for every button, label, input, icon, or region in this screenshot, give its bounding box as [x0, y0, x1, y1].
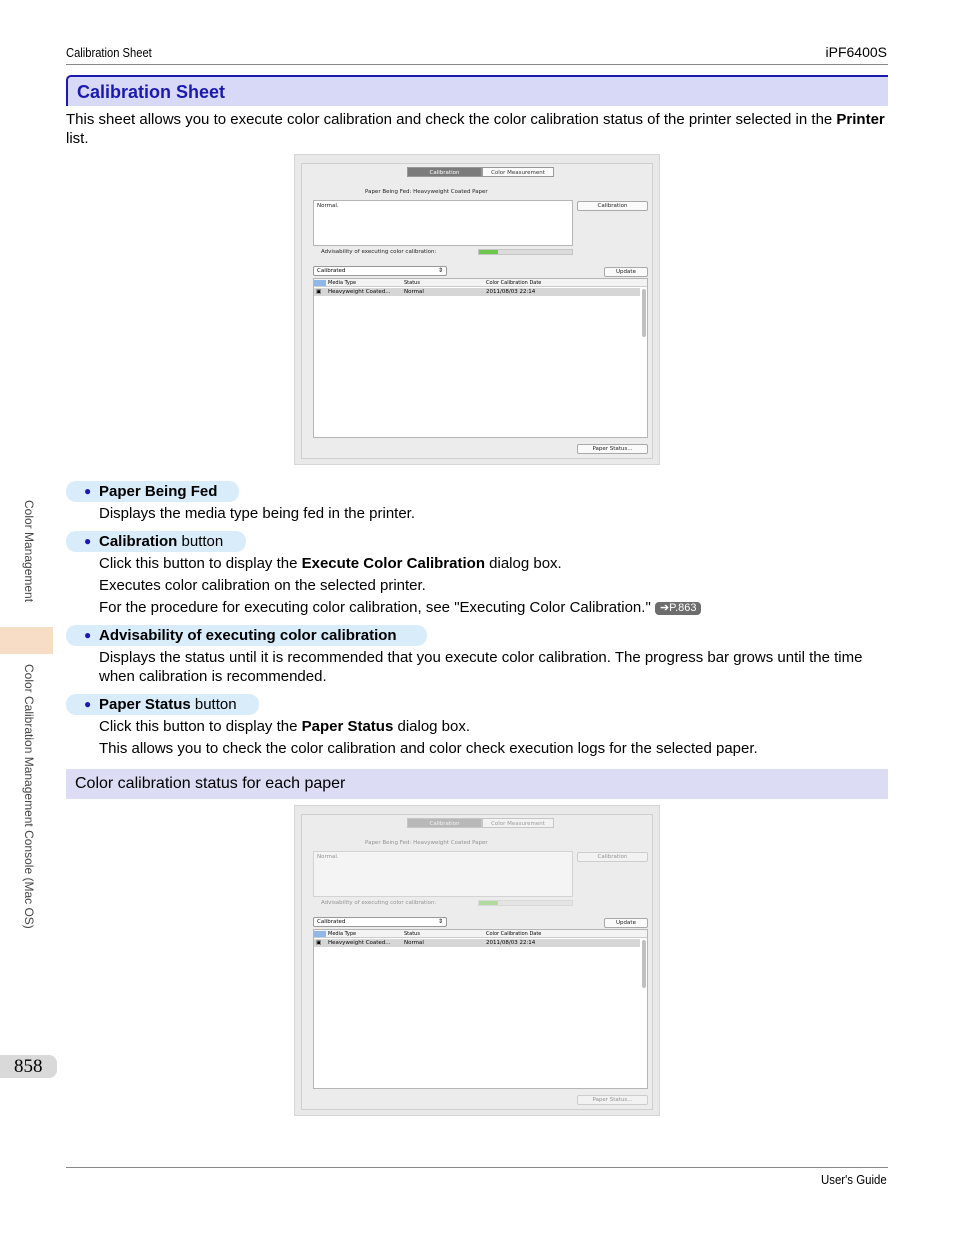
- text-run: For the procedure for executing color calibration, see "Executing Color Calibration.": [99, 599, 651, 616]
- col-status[interactable]: Status: [404, 931, 420, 937]
- calibration-sheet-screenshot: [294, 154, 660, 465]
- row-date: 2011/08/03 22:14: [486, 940, 536, 946]
- text-run: dialog box.: [484, 555, 562, 572]
- item-title: Advisability of executing color calibration: [99, 627, 397, 644]
- page-number: 858: [0, 1055, 57, 1078]
- list-scrollbar[interactable]: [642, 289, 646, 337]
- status-text-area: [313, 851, 573, 897]
- screenshot-inner: [301, 814, 653, 1110]
- page-reference-link[interactable]: ➔P.863: [655, 602, 702, 615]
- bullet-icon: ●: [84, 697, 92, 711]
- item-desc: [99, 554, 879, 573]
- col-status[interactable]: Status: [404, 280, 420, 286]
- text-run: Click this button to display the: [99, 718, 302, 735]
- printer-icon: ▣: [316, 940, 322, 946]
- item-desc: Displays the status until it is recommended that you execute color calibration. The progress bar grows until the time when calibration is recommended.: [99, 649, 863, 685]
- tab-color-measurement[interactable]: Color Measurement: [482, 818, 554, 828]
- item-title: Paper Being Fed: [99, 483, 218, 500]
- col-media-type[interactable]: Media Type: [328, 280, 357, 286]
- sidebar-section: Color Calibration Management Console (Mac OS): [22, 664, 36, 929]
- status-text: Normal.: [317, 203, 339, 209]
- filter-select[interactable]: [313, 266, 447, 276]
- paper-list: [313, 929, 648, 1089]
- item-desc: Displays the media type being fed in the printer.: [99, 505, 416, 522]
- filter-select-value: Calibrated: [317, 919, 346, 925]
- subsection-title: Color calibration status for each paper: [66, 769, 888, 799]
- advisability-progress-bar: [478, 249, 573, 255]
- item-paper-status-button: [66, 694, 259, 715]
- item-desc: Executes color calibration on the selected printer.: [99, 577, 426, 594]
- running-header-left: Calibration Sheet: [66, 45, 152, 60]
- row-status: Normal: [404, 289, 424, 295]
- list-scrollbar[interactable]: [642, 940, 646, 988]
- intro-bold: Printer: [836, 111, 885, 128]
- update-button[interactable]: Update: [604, 267, 648, 277]
- item-title-rest: button: [190, 696, 237, 713]
- paper-being-fed-label: Paper Being Fed: Heavyweight Coated Paper: [365, 189, 488, 195]
- bullet-icon: ●: [84, 484, 92, 498]
- intro-paragraph: [66, 110, 886, 148]
- running-header-right: iPF6400S: [825, 44, 887, 60]
- item-title: Calibration: [99, 533, 178, 550]
- section-title: Calibration Sheet: [77, 82, 226, 102]
- item-advisability: [66, 625, 427, 646]
- item-desc: This allows you to check the color calibration and color check execution logs for the selected paper.: [99, 740, 758, 757]
- paper-status-button[interactable]: Paper Status...: [577, 1095, 648, 1105]
- table-row[interactable]: [314, 939, 640, 947]
- advisability-progress-bar: [478, 900, 573, 906]
- footer-rule: [66, 1167, 888, 1168]
- item-title: Paper Status: [99, 696, 191, 713]
- row-status: Normal: [404, 940, 424, 946]
- intro-text: This sheet allows you to execute color calibration and check the color calibration status of the printer selected in the: [66, 111, 837, 128]
- item-calibration-button: [66, 531, 246, 552]
- row-media: Heavyweight Coated...: [328, 940, 391, 946]
- tab-calibration[interactable]: Calibration: [407, 167, 482, 177]
- update-button[interactable]: Update: [604, 918, 648, 928]
- filter-select-value: Calibrated: [317, 268, 346, 274]
- footer-text: User's Guide: [821, 1172, 887, 1187]
- header-rule: [66, 64, 888, 65]
- row-media: Heavyweight Coated...: [328, 289, 391, 295]
- table-row[interactable]: [314, 288, 640, 296]
- calibration-status-screenshot: [294, 805, 660, 1116]
- section-title-bar: [66, 75, 888, 106]
- text-run: Click this button to display the: [99, 555, 302, 572]
- screenshot-inner: [301, 163, 653, 459]
- tab-calibration[interactable]: Calibration: [407, 818, 482, 828]
- list-header: [314, 930, 647, 938]
- select-arrows-icon: ⇕: [437, 918, 443, 925]
- advisability-label: Advisability of executing color calibration:: [321, 900, 437, 906]
- text-run: dialog box.: [393, 718, 471, 735]
- advisability-label: Advisability of executing color calibration:: [321, 249, 437, 255]
- item-title-rest: button: [177, 533, 224, 550]
- text-bold: Paper Status: [301, 718, 394, 735]
- header-icon: [314, 931, 326, 937]
- col-calibration-date[interactable]: Color Calibration Date: [486, 280, 542, 286]
- col-media-type[interactable]: Media Type: [328, 931, 357, 937]
- bullet-icon: ●: [84, 534, 92, 548]
- sidebar-chapter: Color Management: [22, 500, 36, 603]
- intro-tail: list.: [66, 130, 89, 147]
- select-arrows-icon: ⇕: [437, 267, 443, 274]
- paper-status-button[interactable]: Paper Status...: [577, 444, 648, 454]
- sidebar-tab-marker: [0, 627, 53, 654]
- item-desc: [99, 717, 879, 736]
- printer-icon: ▣: [316, 289, 322, 295]
- calibration-button[interactable]: Calibration: [577, 201, 648, 211]
- item-paper-being-fed: [66, 481, 239, 502]
- col-calibration-date[interactable]: Color Calibration Date: [486, 931, 542, 937]
- tab-color-measurement[interactable]: Color Measurement: [482, 167, 554, 177]
- list-header: [314, 279, 647, 287]
- calibration-button[interactable]: Calibration: [577, 852, 648, 862]
- bullet-icon: ●: [84, 628, 92, 642]
- text-bold: Execute Color Calibration: [301, 555, 485, 572]
- status-text: Normal.: [317, 854, 339, 860]
- row-date: 2011/08/03 22:14: [486, 289, 536, 295]
- header-icon: [314, 280, 326, 286]
- advisability-progress-fill: [479, 250, 498, 254]
- advisability-progress-fill: [479, 901, 498, 905]
- paper-list: [313, 278, 648, 438]
- paper-being-fed-label: Paper Being Fed: Heavyweight Coated Paper: [365, 840, 488, 846]
- item-desc: [99, 598, 879, 617]
- filter-select[interactable]: [313, 917, 447, 927]
- status-text-area: [313, 200, 573, 246]
